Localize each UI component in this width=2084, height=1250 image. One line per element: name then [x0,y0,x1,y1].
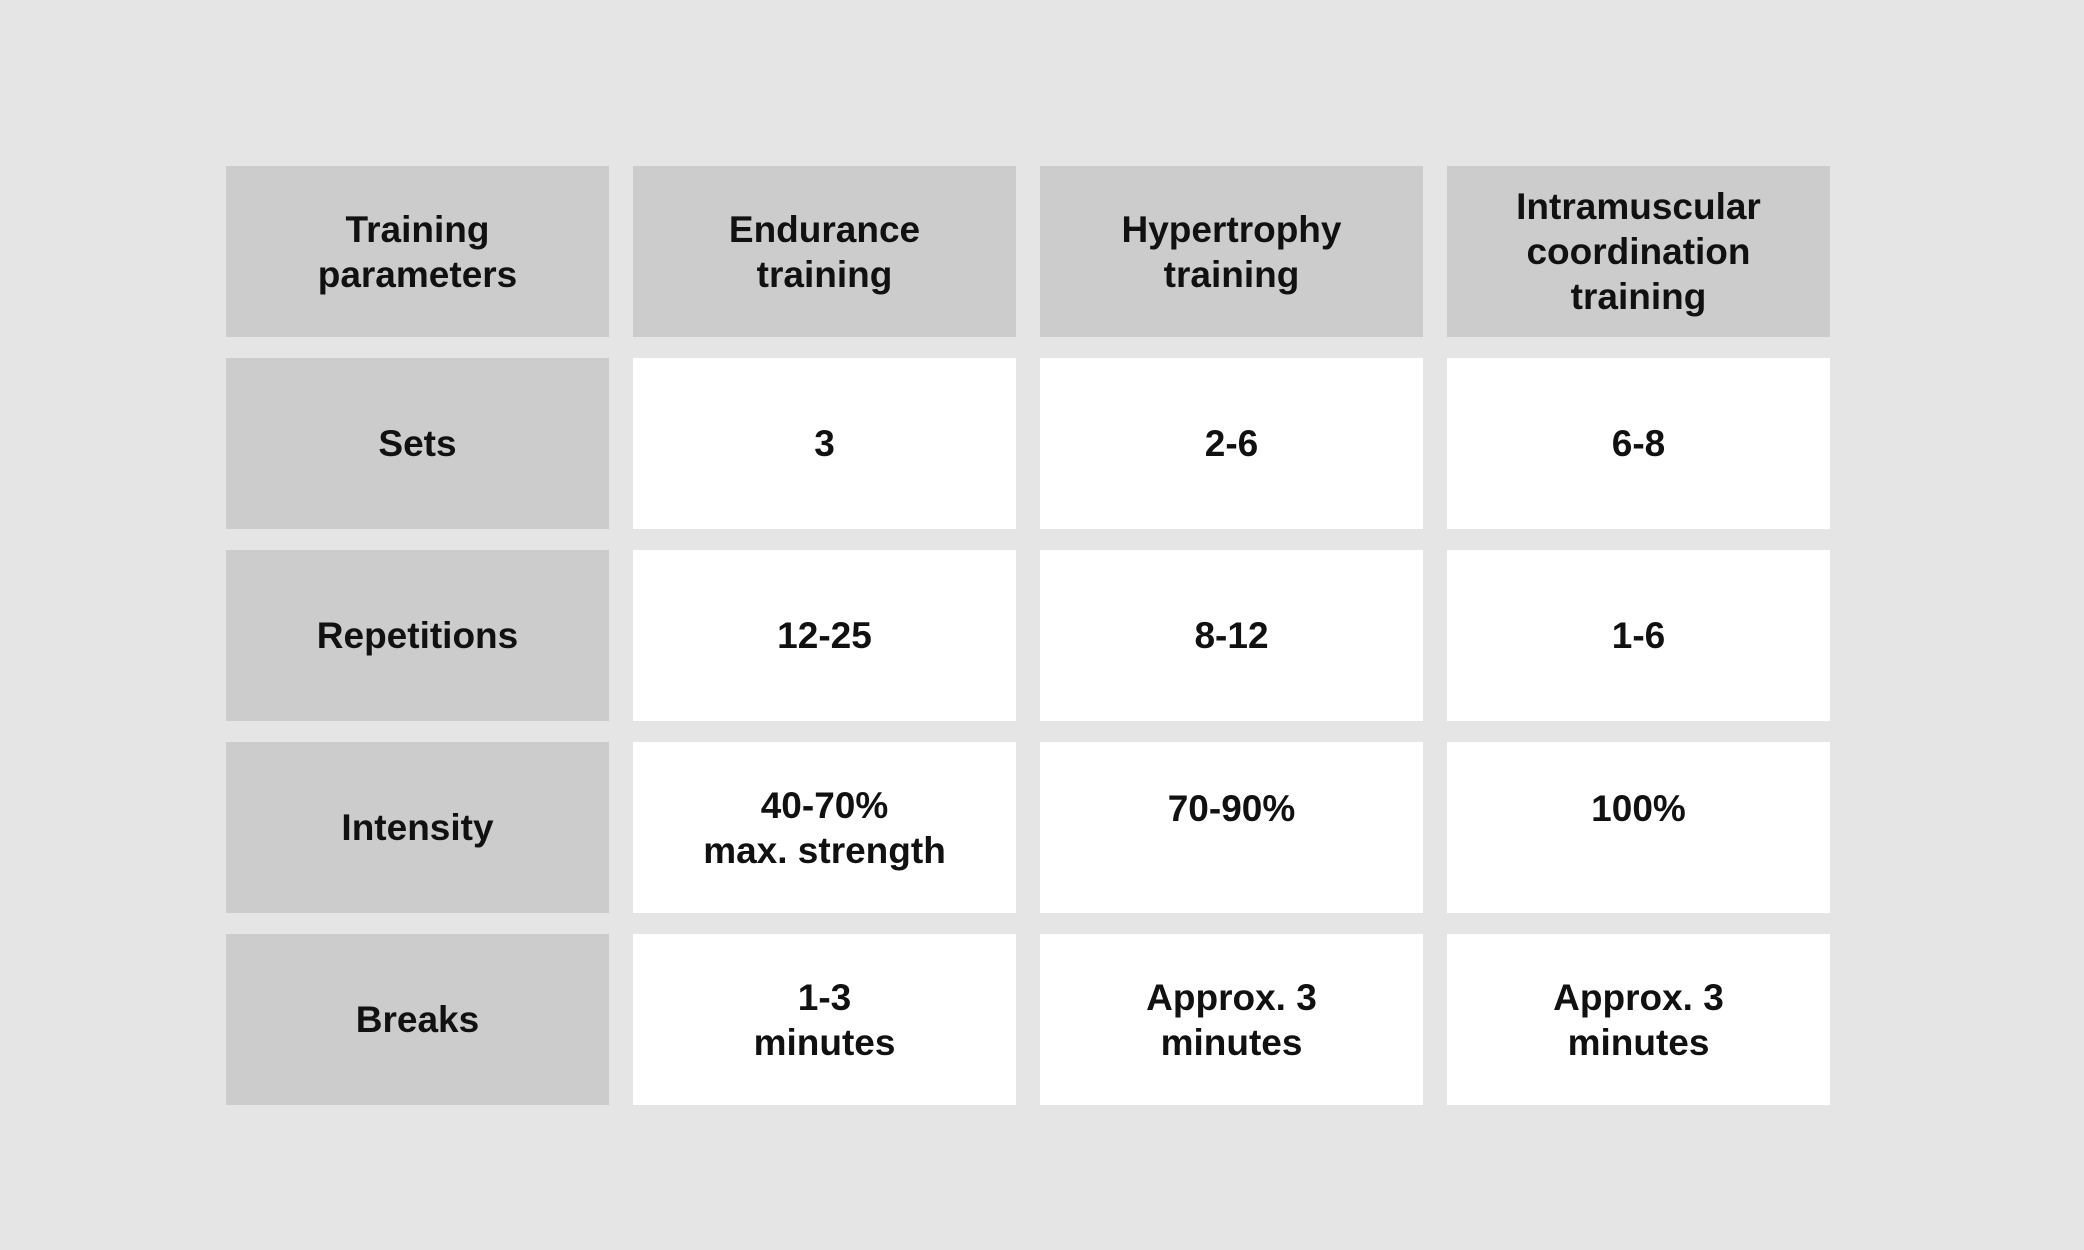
sets-endurance-cell: 3 [633,358,1016,529]
header-endurance-training: Endurance training [633,166,1016,337]
row-label-repetitions: Repetitions [226,550,609,721]
breaks-coordination-cell: Approx. 3 minutes [1447,934,1830,1105]
sets-coordination-cell: 6-8 [1447,358,1830,529]
repetitions-coordination-cell: 1-6 [1447,550,1830,721]
breaks-endurance-cell: 1-3 minutes [633,934,1016,1105]
repetitions-endurance-cell: 12-25 [633,550,1016,721]
repetitions-hypertrophy-cell: 8-12 [1040,550,1423,721]
intensity-endurance-cell: 40-70% max. strength [633,742,1016,913]
row-label-intensity: Intensity [226,742,609,913]
intensity-hypertrophy-cell: 70-90% [1040,742,1423,913]
row-label-breaks: Breaks [226,934,609,1105]
sets-hypertrophy-cell: 2-6 [1040,358,1423,529]
header-hypertrophy-training: Hypertrophy training [1040,166,1423,337]
breaks-hypertrophy-cell: Approx. 3 minutes [1040,934,1423,1105]
header-intramuscular-coordination-training: Intramuscular coordination training [1447,166,1830,337]
row-label-sets: Sets [226,358,609,529]
intensity-coordination-cell: 100% [1447,742,1830,913]
header-training-parameters: Training parameters [226,166,609,337]
training-parameters-table [226,166,1830,1105]
